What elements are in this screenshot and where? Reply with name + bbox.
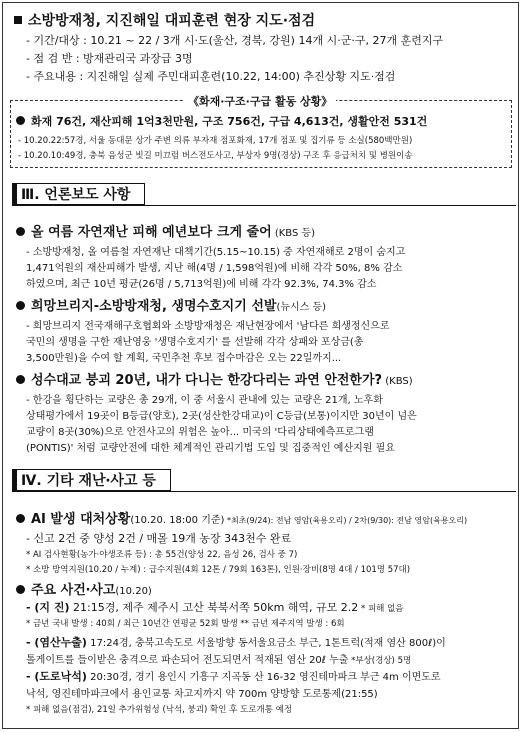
major-title-row [16, 579, 152, 598]
section-divider [12, 491, 516, 492]
quake-row [26, 599, 404, 615]
circle-bullet-icon [16, 375, 25, 384]
news-line: 3,500만원)을 수여 할 계획, 국민추천 후보 접수마감은 오는 22일까지... [26, 353, 342, 364]
road-line: 낙석, 영진테마파크에서 용인교통 차고지까지 약 700m 양방향 도로통제(21:55) [26, 689, 378, 700]
news-title-row [16, 369, 413, 388]
news-line: 1,471억원의 재산피해가 발생, 지난 해(4명 / 1,598억원)에 비해 각각 50%, 8% 감소 [26, 263, 403, 274]
quake-tag: - (지 진) [26, 601, 70, 614]
circle-bullet-icon [16, 116, 25, 125]
news-line: 하였으며, 최근 10년 평균(26명 / 5,713억원)에 비해 각각 92.3%, 74.3% 감소 [26, 279, 377, 290]
section-4-header [12, 469, 516, 491]
ai-line: * AI 검사현황(농가‧야생조류 등) : 총 55건(양성 22, 음성 26, 검사 중 7) [26, 550, 298, 560]
ai-note: *최초(9/24): 전남 영암(육용오리) / 2차(9/30): 전남 영암(육용오리) [224, 516, 468, 525]
leak-line: 톨게이트를 들이받은 충격으로 파손되어 전도되면서 적재된 염산 20ℓ 누출 [26, 655, 349, 666]
s1-title: 소방방재청, 지진해일 대피훈련 현장 지도·점검 [28, 13, 316, 29]
section-divider [12, 205, 516, 206]
section-3-header [12, 183, 516, 205]
circle-bullet-icon [16, 301, 25, 310]
square-bullet-icon [14, 16, 22, 24]
news-title: 희망브리지-소방방재청, 생명수호지기 선발 [31, 299, 277, 314]
fire-heading: 《화재·구조·구급 활동 상황》 [184, 93, 336, 109]
road-line: 20:30경, 경기 용인시 기흥구 지곡동 산 16-32 영진테마파크 부근 4m 이면도로 [86, 672, 441, 683]
section-3-label: Ⅲ. 언론보도 사항 [16, 183, 145, 205]
s1-title-row [14, 10, 315, 30]
fire-summary-row [16, 113, 427, 129]
news-title-row [16, 295, 326, 314]
news-source: (KBS) [382, 376, 413, 387]
leak-row-2 [26, 651, 411, 666]
news-title: 올 여름 자연재난 피해 예년보다 크게 줄어 [31, 225, 272, 240]
road-tag: - (도로낙석) [26, 670, 87, 683]
news-source: (KBS 등) [271, 228, 316, 239]
ai-title-row [16, 508, 467, 527]
s1-item: - 점 검 반 : 방재관리국 과장급 3명 [26, 52, 193, 65]
news-source: (뉴시스 등) [276, 302, 327, 313]
s1-item: - 기간/대상 : 10.21 ~ 22 / 3개 시‧도(울산, 경북, 강원) 14개 시‧군‧구, 27개 훈련지구 [26, 34, 444, 47]
fire-line: - 10.20.22:57경, 서울 동대문 상가 주변 의류 부자재 점포화재, 17개 점포 및 집기류 등 소실(580백만원) [18, 136, 413, 146]
news-line: 국민의 생명을 구한 재난영웅 '생명수호지기' 를 선발해 각각 상패와 포상금(총 [26, 337, 364, 348]
ai-title: AI 발생 대처상황 [31, 512, 131, 527]
circle-bullet-icon [16, 585, 25, 594]
news-title-row [16, 221, 315, 240]
news-line: - 희망브리지 전국재해구호협회와 소방방재청은 재난현장에서 '남다른 희생정신으로 [26, 321, 390, 332]
major-date: (10.20) [115, 586, 152, 597]
quake-text: 21:15경, 제주 제주시 고산 북북서쪽 50km 해역, 규모 2.2 [69, 601, 359, 614]
news-line: - 한강을 횡단하는 교량은 총 29개, 이 중 서울시 관내에 있는 교량은 21개, 노후화 [26, 395, 383, 406]
news-title: 성수대교 붕괴 20년, 내가 다니는 한강다리는 과연 안전한가? [31, 373, 383, 388]
leak-line: 17:24경, 충북고속도로 서울방향 동서울요금소 부근, 1톤트럭(적재 염산 800ℓ)이 [86, 638, 446, 649]
road-row [26, 668, 441, 684]
news-line: 교량이 8곳(30%)으로 안전사고의 위험은 높아... 미국의 '다리상태예측프로그램 [26, 427, 374, 438]
quake-note: * 피해 없음 [358, 604, 404, 614]
leak-row [26, 634, 446, 650]
ai-time: (10.20. 18:00 기준) [130, 515, 225, 526]
fire-line: - 10.20.10:49경, 충북 음성군 빗길 미끄럼 버스전도사고, 부상자 9명(경상) 구조 후 응급처치 및 병원이송 [18, 151, 413, 161]
section-4-label: Ⅳ. 기타 재난‧사고 등 [16, 469, 171, 491]
s1-item: - 주요내용 : 지진해일 실제 주민대피훈련(10.22, 14:00) 추진상황 지도‧점검 [26, 70, 396, 83]
ai-line: * 소방 방역지원(10.20 / 누계) : 급수지원(4회 12톤 / 79회 163톤), 인원‧장비(8명 4대 / 101명 57대) [26, 565, 411, 575]
news-line: - 소방방재청, 올 여름철 자연재난 대책기간(5.15~10.15) 중 자연재해로 2명이 숨지고 [26, 247, 406, 258]
quake-sub: * 금년 국내 발생 : 40회 / 최근 10년간 연평균 52회 발생 ** 금년 제주지역 발생 : 6회 [26, 619, 345, 629]
circle-bullet-icon [16, 514, 25, 523]
fire-summary: 화재 76건, 재산피해 1억3천만원, 구조 756건, 구급 4,613건, 생활안전 531건 [31, 115, 428, 128]
leak-tag: - (염산누출) [26, 636, 87, 649]
news-line: (PONTIS)' 처럼 교량안전에 대한 체계적인 관리기법 도입 및 집중적인 예산지원 필요 [26, 443, 395, 454]
road-line: * 피해 없음(점검), 21일 추가위험성 (낙석, 붕괴) 확인 후 도로개통 예정 [26, 705, 293, 715]
ai-line: - 신고 2건 중 양성 2건 / 매몰 19개 농장 343천수 완료 [26, 532, 292, 545]
circle-bullet-icon [16, 227, 25, 236]
major-title: 주요 사건‧사고 [31, 583, 116, 598]
leak-note: *부상(경상) 5명 [348, 656, 412, 666]
news-line: 상태평가에서 19곳이 B등급(양호), 2곳(성산한강대교)이 C등급(보통)이지만 30년이 넘은 [26, 411, 417, 422]
